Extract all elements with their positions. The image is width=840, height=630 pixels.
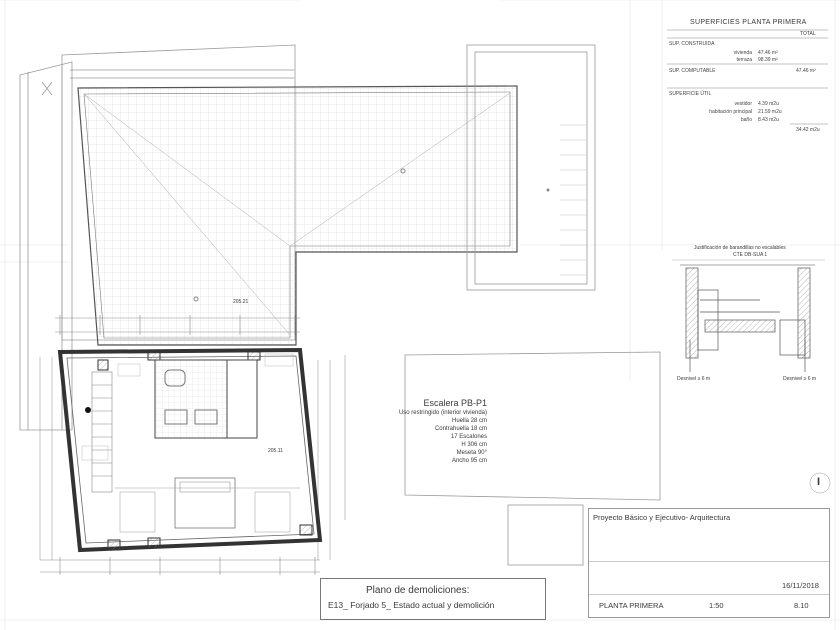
computable-label: SUP. COMPUTABLE bbox=[669, 68, 716, 74]
vestidor-label: vestidor bbox=[734, 101, 752, 107]
stair-line: H 306 cm bbox=[461, 442, 487, 448]
habitacion-value: 21.59 m2u bbox=[758, 109, 782, 115]
vivienda-label: vivienda bbox=[733, 50, 752, 56]
sheet-number: 8.10 bbox=[794, 601, 809, 610]
barandillas-right-caption: Desnivel ≥ 6 m bbox=[783, 376, 817, 382]
stair-note bbox=[372, 398, 487, 465]
barandillas-title: Justificación de barandillas no escalables bbox=[694, 245, 786, 251]
vivienda-value: 47.46 m² bbox=[758, 50, 778, 56]
project-name: Proyecto Básico y Ejecutivo- Arquitectura bbox=[593, 513, 731, 522]
terraza-label: terraza bbox=[736, 57, 752, 63]
tb-divider bbox=[589, 561, 829, 562]
floor-name: PLANTA PRIMERA bbox=[599, 601, 664, 610]
construida-label: SUP. CONSTRUIDA bbox=[669, 41, 715, 47]
superficies-col-total: TOTAL bbox=[800, 31, 816, 37]
terrace bbox=[78, 86, 550, 345]
stair-line: 17 Escalones bbox=[450, 434, 487, 440]
north-mark: I bbox=[817, 476, 821, 488]
title-block bbox=[588, 508, 830, 618]
util-label: SUPERFICIE ÚTIL bbox=[669, 91, 712, 97]
stair-line: Meseta 90° bbox=[456, 450, 487, 456]
barandillas-sketch bbox=[680, 265, 815, 372]
level-label-lower: 205.11 bbox=[268, 448, 283, 454]
util-total: 34.42 m2u bbox=[796, 127, 820, 133]
stair-line: Ancho 95 cm bbox=[451, 458, 487, 464]
computable-total: 47.46 m² bbox=[796, 68, 816, 74]
vestidor-value: 4.39 m2u bbox=[758, 101, 779, 107]
plano-subtitle: E13_ Forjado 5_ Estado actual y demolición bbox=[328, 600, 495, 610]
plano-title-box bbox=[320, 578, 546, 620]
terraza-value: 98.39 m² bbox=[758, 57, 778, 63]
bano-label: baño bbox=[740, 117, 752, 123]
stair-line: Huella 28 cm bbox=[451, 418, 487, 424]
superficies-title: SUPERFICIES PLANTA PRIMERA bbox=[690, 19, 807, 26]
barandillas-left-caption: Desnivel ≥ 6 m bbox=[677, 376, 711, 382]
plano-title: Plano de demoliciones: bbox=[366, 585, 470, 596]
barandillas-subtitle: CTE DB-SUA 1 bbox=[733, 252, 768, 258]
habitacion-label: habitación principal bbox=[709, 109, 752, 115]
stair-line: Contrahuella 18 cm bbox=[434, 426, 487, 432]
tb-divider bbox=[589, 594, 829, 595]
project-date: 16/11/2018 bbox=[782, 581, 819, 590]
stair-title: Escalera PB-P1 bbox=[423, 398, 487, 408]
drawing-scale: 1:50 bbox=[709, 601, 724, 610]
bano-value: 8.43 m2u bbox=[758, 117, 779, 123]
level-label-upper: 205.21 bbox=[233, 299, 249, 305]
stair-line: Uso restringido (interior vivienda) bbox=[398, 410, 487, 416]
